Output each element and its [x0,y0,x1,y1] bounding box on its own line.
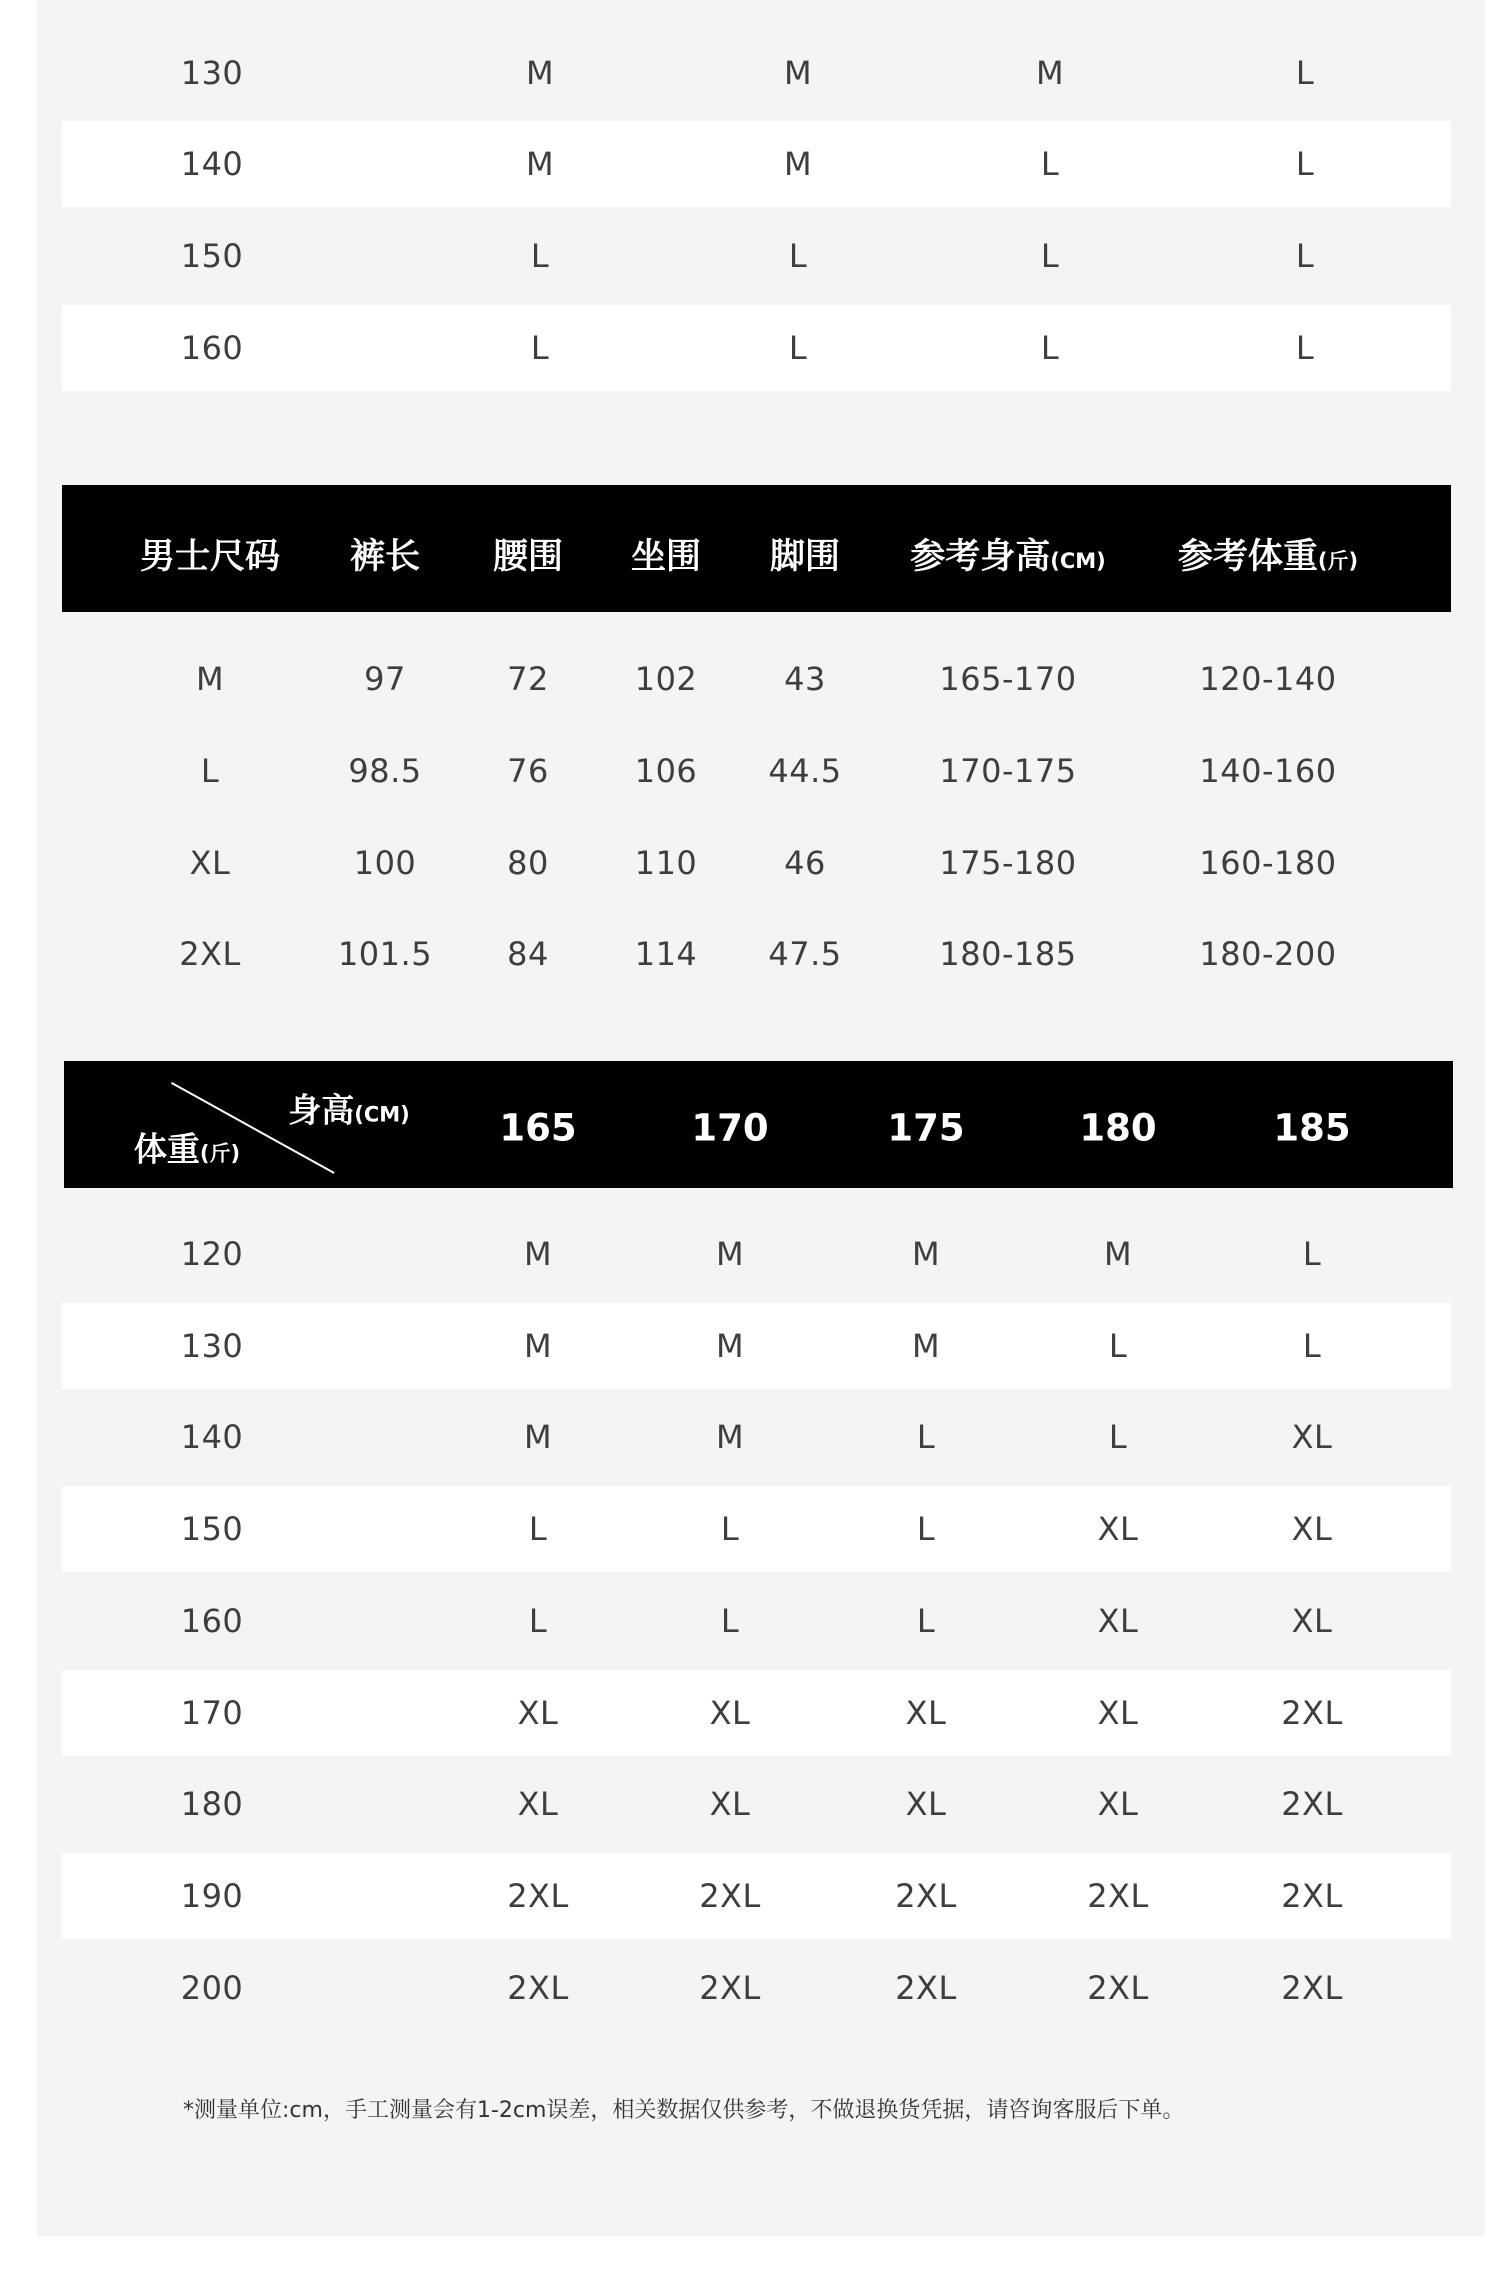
height-column-header: 175 [887,1106,965,1150]
header-size: 男士尺码 [139,537,281,577]
header-ref-weight: 参考体重(斤) [1177,537,1359,577]
size-cell: XL [1291,1602,1333,1640]
size-cell: L [1040,145,1060,183]
size-cell: L [1295,329,1315,367]
measurement-cell: 170-175 [939,752,1077,790]
size-cell: L [1295,54,1315,92]
header-waist: 腰围 [492,537,564,577]
size-cell: XL [517,1785,559,1823]
measurement-cell: 97 [364,660,406,698]
size-cell: M [911,1235,941,1273]
size-cell: L [720,1602,740,1640]
measurement-cell: 175-180 [939,844,1077,882]
weight-cell: 150 [180,237,244,275]
weight-cell: 180 [180,1785,244,1823]
measurement-cell: 100 [353,844,417,882]
size-cell: M [523,1327,553,1365]
size-cell: XL [1097,1694,1139,1732]
measurement-cell: 47.5 [768,935,842,973]
size-cell: XL [517,1694,559,1732]
measurement-cell: 84 [507,935,549,973]
size-cell: L [720,1510,740,1548]
header-length: 裤长 [349,537,421,577]
weight-cell: 190 [180,1877,244,1915]
measurement-note: *测量单位:cm，手工测量会有1-2cm误差，相关数据仅供参考，不做退换货凭据，请咨询客服后下单。 [183,2098,1185,2123]
size-cell: 2XL [507,1877,569,1915]
weight-cell: 170 [180,1694,244,1732]
size-cell: XL [1291,1418,1333,1456]
measurement-cell: 43 [784,660,826,698]
size-cell: XL [709,1694,751,1732]
measurement-cell: 180-200 [1199,935,1337,973]
size-cell: M [715,1418,745,1456]
size-cell: XL [1291,1510,1333,1548]
size-cell: 2XL [895,1877,957,1915]
size-cell: L [1040,329,1060,367]
size-label-cell: 2XL [179,935,241,973]
size-label-cell: L [200,752,220,790]
weight-cell: 130 [180,1327,244,1365]
height-column-header: 180 [1079,1106,1157,1150]
size-cell: XL [905,1694,947,1732]
size-cell: XL [1097,1785,1139,1823]
size-cell: XL [709,1785,751,1823]
measurement-cell: 110 [634,844,698,882]
table-row-band [62,305,1451,391]
weight-cell: 200 [180,1969,244,2007]
measurement-cell: 80 [507,844,549,882]
header-weight-label: 体重(斤) [133,1129,241,1169]
header-hip: 坐围 [630,537,702,577]
size-cell: L [1108,1418,1128,1456]
size-cell: 2XL [1281,1969,1343,2007]
size-cell: L [788,237,808,275]
size-cell: L [916,1510,936,1548]
size-cell: 2XL [1281,1877,1343,1915]
size-cell: L [788,329,808,367]
size-cell: L [528,1510,548,1548]
height-column-header: 170 [691,1106,769,1150]
size-cell: L [916,1418,936,1456]
header-hem: 脚围 [769,537,841,577]
measurement-cell: 72 [507,660,549,698]
measurement-cell: 160-180 [1199,844,1337,882]
height-column-header: 165 [499,1106,577,1150]
size-cell: L [1295,145,1315,183]
size-cell: 2XL [699,1969,761,2007]
size-cell: 2XL [1281,1694,1343,1732]
size-cell: M [911,1327,941,1365]
weight-cell: 140 [180,1418,244,1456]
weight-cell: 160 [180,1602,244,1640]
size-cell: M [1103,1235,1133,1273]
measurement-cell: 102 [634,660,698,698]
size-cell: L [1295,237,1315,275]
measurement-cell: 120-140 [1199,660,1337,698]
measurement-cell: 140-160 [1199,752,1337,790]
size-cell: M [523,1418,553,1456]
header-ref-height: 参考身高(CM) [910,537,1106,577]
size-cell: XL [1097,1510,1139,1548]
weight-cell: 140 [180,145,244,183]
measurement-cell: 101.5 [337,935,433,973]
header-height-label: 身高(CM) [288,1090,410,1130]
size-cell: XL [1097,1602,1139,1640]
size-cell: L [1040,237,1060,275]
size-cell: 2XL [895,1969,957,2007]
measurement-cell: 165-170 [939,660,1077,698]
size-cell: M [783,145,813,183]
weight-cell: 160 [180,329,244,367]
size-cell: L [1108,1327,1128,1365]
size-cell: M [715,1235,745,1273]
measurement-cell: 46 [784,844,826,882]
size-cell: L [530,329,550,367]
size-cell: 2XL [507,1969,569,2007]
weight-cell: 120 [180,1235,244,1273]
size-cell: XL [905,1785,947,1823]
measurement-cell: 106 [634,752,698,790]
weight-cell: 150 [180,1510,244,1548]
weight-cell: 130 [180,54,244,92]
size-cell: M [525,54,555,92]
size-cell: M [783,54,813,92]
size-label-cell: M [195,660,225,698]
size-cell: 2XL [699,1877,761,1915]
size-cell: M [1035,54,1065,92]
size-label-cell: XL [189,844,231,882]
height-column-header: 185 [1273,1106,1351,1150]
measurement-cell: 98.5 [348,752,422,790]
measurement-cell: 76 [507,752,549,790]
measurement-cell: 44.5 [768,752,842,790]
size-cell: 2XL [1087,1969,1149,2007]
size-cell: L [530,237,550,275]
size-cell: L [1302,1327,1322,1365]
size-cell: M [525,145,555,183]
size-cell: L [528,1602,548,1640]
table-row-band [62,1486,1451,1572]
size-cell: L [916,1602,936,1640]
size-cell: L [1302,1235,1322,1273]
size-cell: 2XL [1281,1785,1343,1823]
table-row-band [62,121,1451,207]
size-cell: M [523,1235,553,1273]
table-row-band [62,1670,1451,1756]
size-cell: 2XL [1087,1877,1149,1915]
measurement-cell: 114 [634,935,698,973]
size-cell: M [715,1327,745,1365]
table-row-band [62,1303,1451,1389]
measurement-cell: 180-185 [939,935,1077,973]
